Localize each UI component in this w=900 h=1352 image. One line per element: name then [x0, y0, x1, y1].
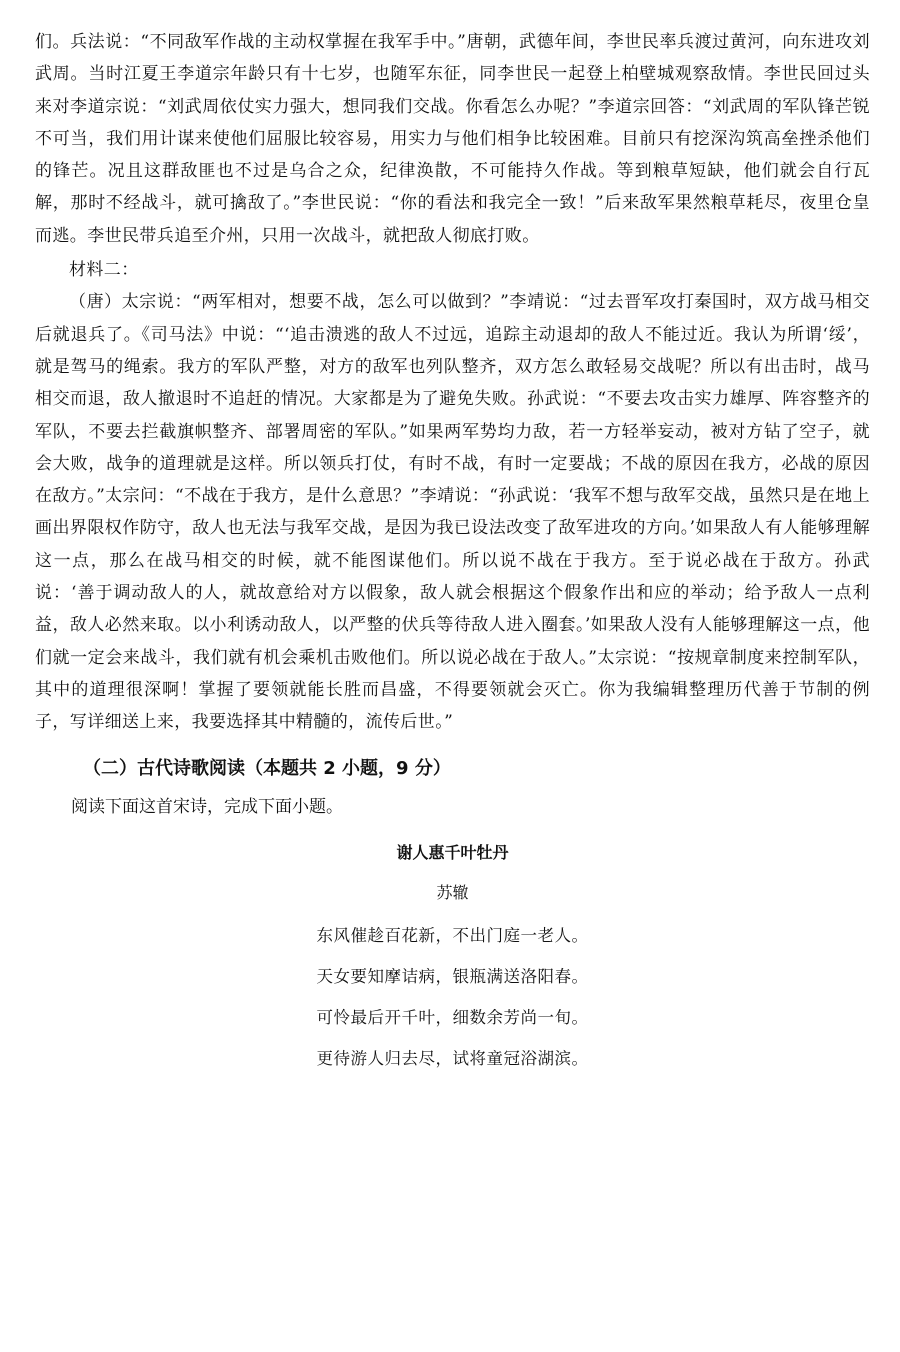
poem-line: 天女要知摩诘病，银瓶满送洛阳春。 [316, 966, 589, 986]
poem-lines [35, 915, 870, 1079]
poem-line: 可怜最后开千叶，细数余芳尚一旬。 [316, 1007, 589, 1027]
material-two-paragraph: （唐）太宗说：“两军相对，想要不战，怎么可以做到？”李靖说：“过去晋军攻打秦国时，双方战马相交后就退兵了。《司马法》中说：“‘追击溃逃的敌人不过远，追踪主动退却的敌人不能过近。我认为所谓‘绥’，就是驾马的绳索。我方的军队严整，对方的敌军也列队整齐，双方怎么敢轻易交战呢？所以有出击时，战马相交而退，敌人撤退时不追赶的情况。大家都是为了避免失败。孙武说：“不要去攻击实力雄厚、阵容整齐的军队，不要去拦截旗帜整齐、部署周密的军队。”如果两军势均力敌，若一方轻举妄动，被对方钻了空子，就会大败，战争的道理就是这样。所以领兵打仗，有时不战，有时一定要战；不战的原因在我方，必战的原因在敌方。”太宗问：“不战在于我方，是什么意思？”李靖说：“孙武说：‘我军不想与敌军交战，虽然只是在地上画出界限权作防守，敌人也无法与我军交战，是因为我已设法改变了敌军进攻的方向。’如果敌人有人能够理解这一点，那么在战马相交的时候，就不能图谋他们。所以说不战在于我方。至于说必战在于敌方。孙武说：‘善于调动敌人的人，就故意给对方以假象，敌人就会根据这个假象作出和应的举动；给予敌人一点利益，敌人必然来取。以小利诱动敌人，以严整的伏兵等待敌人进入圈套。’如果敌人没有人能够理解这一点，他们就一定会来战斗，我们就有机会乘机击败他们。所以说必战在于敌人。”太宗说：“按规章制度来控制军队，其中的道理很深啊！掌握了要领就能长胜而昌盛，不得要领就会灭亡。你为我编辑整理历代善于节制的例子，写详细送上来，我要选择其中精髓的，流传后世。” [35, 292, 870, 733]
section-title: （二）古代诗歌阅读（本题共 2 小题，9 分） [83, 757, 451, 779]
poem-line: 更待游人归去尽，试将童冠浴湖滨。 [316, 1048, 589, 1068]
material-one-paragraph: 们。兵法说：“不同敌军作战的主动权掌握在我军手中。”唐朝，武德年间，李世民率兵渡过黄河，向东进攻刘武周。当时江夏王李道宗年龄只有十七岁，也随军东征，同李世民一起登上柏壁城观察敌情。李世民回过头来对李道宗说：“刘武周依仗实力强大，想同我们交战。你看怎么办呢？”李道宗回答：“刘武周的军队锋芒锐不可当，我们用计谋来使他们屈服比较容易，用实力与他们相争比较困难。目前只有挖深沟筑高垒挫杀他们的锋芒。况且这群敌匪也不过是乌合之众，纪律涣散，不可能持久作战。等到粮草短缺，他们就会自行瓦解，那时不经战斗，就可擒敌了。”李世民说：“你的看法和我完全一致！”后来敌军果然粮草耗尽，夜里仓皇而逃。李世民带兵追至介州，只用一次战斗，就把敌人彻底打败。 [35, 32, 870, 246]
section-instruction: 阅读下面这首宋诗，完成下面小题。 [71, 796, 343, 817]
poem-line: 东风催趁百花新，不出门庭一老人。 [316, 925, 589, 945]
poem-title: 谢人惠千叶牡丹 [396, 842, 509, 862]
material-two-label: 材料二： [69, 260, 139, 281]
poem-author: 苏辙 [436, 882, 469, 902]
poem [35, 835, 870, 1079]
